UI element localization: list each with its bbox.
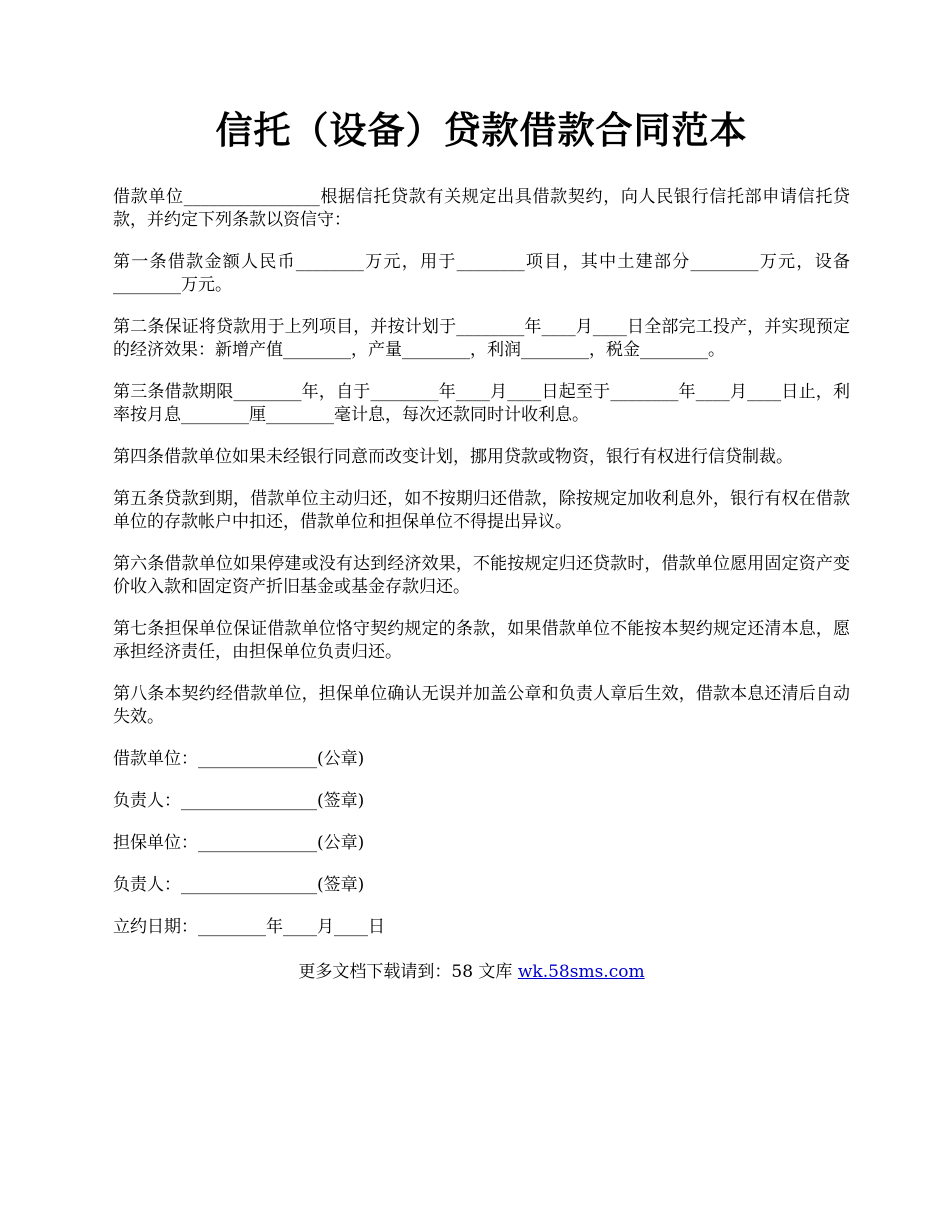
article-6-paragraph: 第六条借款单位如果停建或没有达到经济效果，不能按规定归还贷款时，借款单位愿用固定资产变价收入款和固定资产折旧基金或基金存款归还。 [113, 554, 850, 597]
intro-paragraph: 借款单位________________根据信托贷款有关规定出具借款契约，向人民银行信托部申请信托贷款，并约定下列条款以资信守： [113, 187, 850, 230]
article-4-paragraph: 第四条借款单位如果未经银行同意而改变计划，挪用贷款或物资，银行有权进行信贷制裁。 [113, 447, 793, 467]
article-2-paragraph: 第二条保证将贷款用于上列项目，并按计划于________年____月____日全部完工投产，并实现预定的经济效果：新增产值________，产量________，利润________，税金________。 [113, 317, 850, 360]
guarantor-representative-line: 负责人：________________(签章) [113, 875, 365, 895]
article-7-paragraph: 第七条担保单位保证借款单位恪守契约规定的条款，如果借款单位不能按本契约规定还清本息，愿承担经济责任，由担保单位负责归还。 [113, 619, 850, 662]
contract-date-line: 立约日期：________年____月____日 [113, 917, 385, 937]
footer-website-link[interactable]: wk.58sms.com [517, 962, 645, 982]
article-5-paragraph: 第五条贷款到期，借款单位主动归还，如不按期归还借款，除按规定加收利息外，银行有权在借款单位的存款帐户中扣还，借款单位和担保单位不得提出异议。 [113, 489, 850, 532]
guarantor-signature-line: 担保单位：______________(公章) [113, 833, 365, 853]
borrower-representative-line: 负责人：________________(签章) [113, 791, 365, 811]
footer-prefix-text: 更多文档下载请到：58 文库 [298, 962, 518, 982]
borrower-signature-line: 借款单位：______________(公章) [113, 749, 365, 769]
article-1-paragraph: 第一条借款金额人民币________万元，用于________项目，其中土建部分________万元，设备________万元。 [113, 252, 850, 295]
article-3-paragraph: 第三条借款期限________年，自于________年____月____日起至于________年____月____日止，利率按月息________厘________毫计息，每次还款同时计收利息。 [113, 382, 850, 425]
article-8-paragraph: 第八条本契约经借款单位，担保单位确认无误并加盖公章和负责人章后生效，借款本息还清后自动失效。 [113, 684, 850, 727]
download-footer [113, 961, 850, 984]
document-title: 信托（设备）贷款借款合同范本 [215, 108, 748, 152]
